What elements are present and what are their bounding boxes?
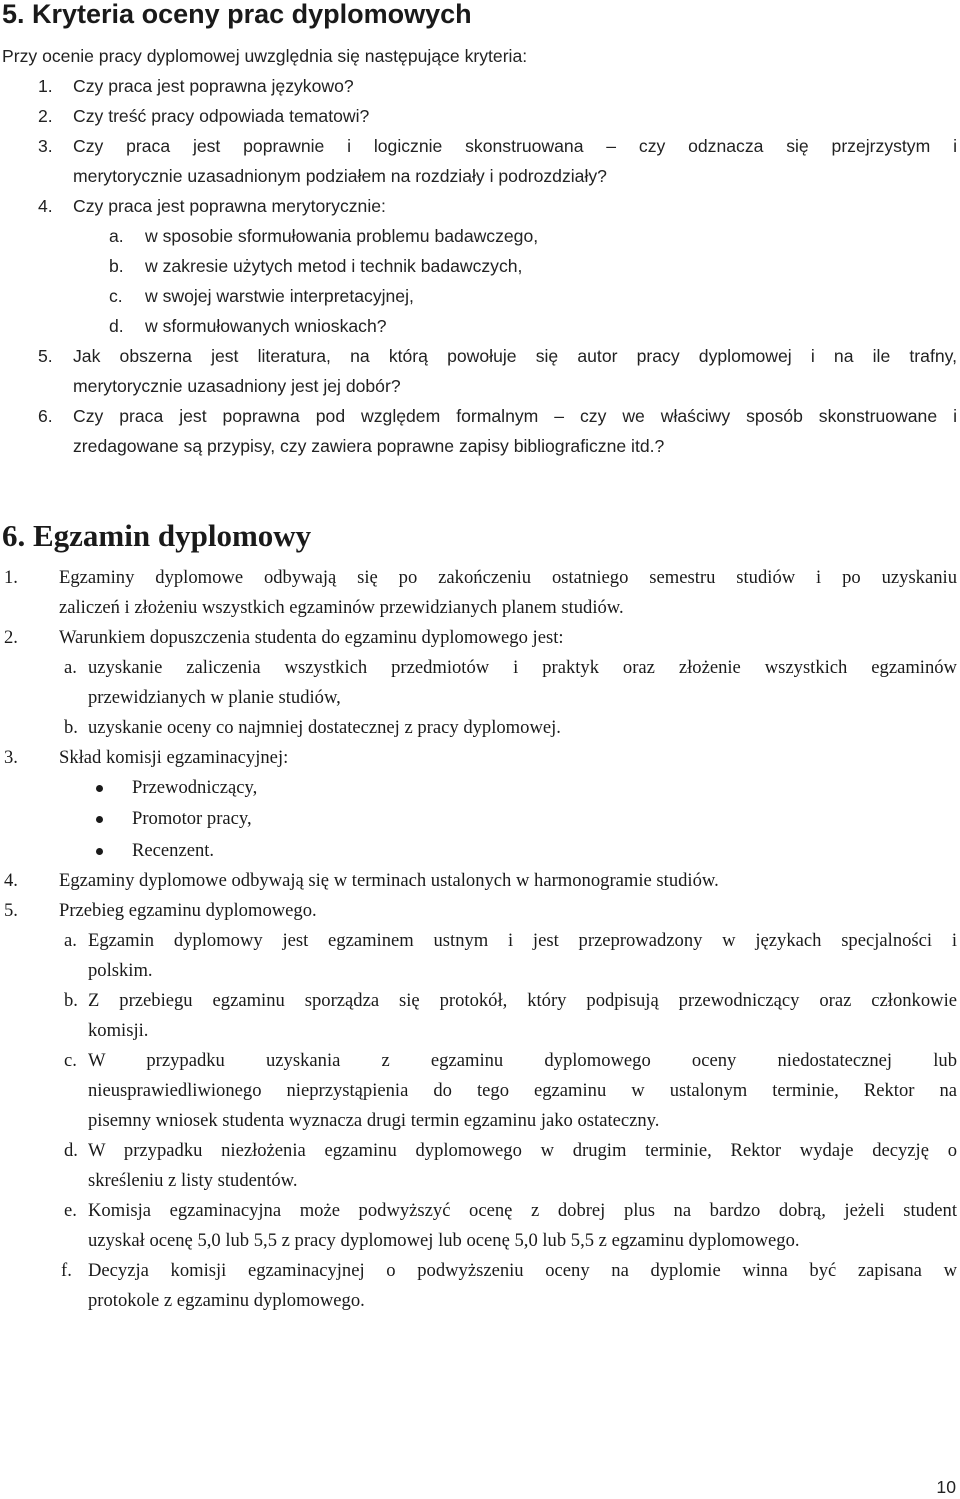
exam-5c-text-line-3: pisemny wniosek studenta wyznacza drugi termin egzaminu jako ostateczny. [88,1110,660,1131]
exam-2a-marker: a. [64,657,77,678]
criteria-1-marker: 1. [38,76,53,96]
criteria-5-text-line-2: merytorycznie uzasadniony jest jej dobór? [73,376,401,396]
criteria-1-text: Czy praca jest poprawna językowo? [73,76,354,96]
exam-5f-text-line-2: protokole z egzaminu dyplomowego. [88,1290,365,1311]
committee-member-3: Recenzent. [132,840,215,861]
criteria-4a-marker: a. [109,226,124,246]
exam-5d-text-line-1: W przypadku niezłożenia egzaminu dyplomowego w drugim terminie, Rektor wydaje decyzję o [88,1140,957,1161]
exam-5b-text-line-2: komisji. [88,1020,149,1041]
criteria-4b-text: w zakresie użytych metod i technik badawczych, [145,256,523,276]
page-number: 10 [936,1477,956,1497]
exam-2a-text-line-1: uzyskanie zaliczenia wszystkich przedmiotów i praktyk oraz złożenie wszystkich egzaminów [88,657,957,678]
criteria-4c-text: w swojej warstwie interpretacyjnej, [145,286,414,306]
criteria-3-marker: 3. [38,136,53,156]
exam-5a-text-line-2: polskim. [88,960,153,981]
exam-5a-marker: a. [64,930,77,951]
criteria-3-text-line-1: Czy praca jest poprawnie i logicznie skonstruowana – czy odznacza się przejrzystym i [73,136,957,156]
exam-3-text: Skład komisji egzaminacyjnej: [59,747,289,768]
criteria-6-text-line-2: zredagowane są przypisy, czy zawiera poprawne zapisy bibliograficzne itd.? [73,436,665,456]
exam-1-text-line-2: zaliczeń i złożeniu wszystkich egzaminów przewidzianych planem studiów. [59,597,624,618]
criteria-2-text: Czy treść pracy odpowiada tematowi? [73,106,370,126]
exam-1-marker: 1. [4,567,18,588]
section-5-intro: Przy ocenie pracy dyplomowej uwzględnia się następujące kryteria: [2,46,528,66]
exam-2-marker: 2. [4,627,18,648]
exam-2b-marker: b. [64,717,78,738]
criteria-4c-marker: c. [109,286,123,306]
criteria-4a-text: w sposobie sformułowania problemu badawczego, [145,226,539,246]
exam-5c-text-line-1: W przypadku uzyskania z egzaminu dyplomowego oceny niedostatecznej lub [88,1050,957,1071]
exam-5e-marker: e. [64,1200,77,1221]
exam-4-marker: 4. [4,870,18,891]
criteria-4-marker: 4. [38,196,53,216]
exam-5c-text-line-2: nieusprawiedliwionego nieprzystąpienia do tego egzaminu w ustalonym terminie, Rektor na [88,1080,957,1101]
exam-5c-marker: c. [64,1050,77,1071]
exam-5-text: Przebieg egzaminu dyplomowego. [59,900,317,921]
exam-2a-text-line-2: przewidzianych w planie studiów, [88,687,341,708]
bullet-icon [96,785,103,792]
exam-5a-text-line-1: Egzamin dyplomowy jest egzaminem ustnym i jest przeprowadzony w językach specjalności i [88,930,957,951]
bullet-icon [96,848,103,855]
exam-5d-text-line-2: skreśleniu z listy studentów. [88,1170,298,1191]
criteria-3-text-line-2: merytorycznie uzasadnionym podziałem na rozdziały i podrozdziały? [73,166,607,186]
exam-5f-marker: f. [61,1260,72,1281]
criteria-5-marker: 5. [38,346,53,366]
exam-1-text-line-1: Egzaminy dyplomowe odbywają się po zakończeniu ostatniego semestru studiów i po uzyskaniu [59,567,957,588]
section-6-heading: 6. Egzamin dyplomowy [2,518,312,553]
section-5-heading: 5. Kryteria oceny prac dyplomowych [2,0,472,29]
criteria-2-marker: 2. [38,106,53,126]
criteria-4d-text: w sformułowanych wnioskach? [145,316,387,336]
criteria-5-text-line-1: Jak obszerna jest literatura, na którą powołuje się autor pracy dyplomowej i na ile trafny, [73,346,957,366]
exam-5b-text-line-1: Z przebiegu egzaminu sporządza się protokół, który podpisują przewodniczący oraz członkowie [88,990,957,1011]
exam-2b-text: uzyskanie oceny co najmniej dostatecznej z pracy dyplomowej. [88,717,561,738]
committee-member-2: Promotor pracy, [132,808,252,829]
exam-5e-text-line-1: Komisja egzaminacyjna może podwyższyć ocenę z dobrej plus na bardzo dobrą, jeżeli student [88,1200,957,1221]
exam-5b-marker: b. [64,990,78,1011]
exam-5f-text-line-1: Decyzja komisji egzaminacyjnej o podwyższeniu oceny na dyplomie winna być zapisana w [88,1260,957,1281]
criteria-4b-marker: b. [109,256,124,276]
committee-member-1: Przewodniczący, [132,777,258,798]
exam-4-text: Egzaminy dyplomowe odbywają się w terminach ustalonych w harmonogramie studiów. [59,870,719,891]
exam-5-marker: 5. [4,900,18,921]
bullet-icon [96,816,103,823]
exam-3-marker: 3. [4,747,18,768]
exam-2-text: Warunkiem dopuszczenia studenta do egzaminu dyplomowego jest: [59,627,564,648]
exam-5e-text-line-2: uzyskał ocenę 5,0 lub 5,5 z pracy dyplomowej lub ocenę 5,0 lub 5,5 z egzaminu dyplomowego. [88,1230,800,1251]
criteria-6-text-line-1: Czy praca jest poprawna pod względem formalnym – czy we właściwy sposób skonstruowane i [73,406,957,426]
exam-5d-marker: d. [64,1140,78,1161]
criteria-4-text: Czy praca jest poprawna merytorycznie: [73,196,386,216]
criteria-6-marker: 6. [38,406,53,426]
criteria-4d-marker: d. [109,316,124,336]
